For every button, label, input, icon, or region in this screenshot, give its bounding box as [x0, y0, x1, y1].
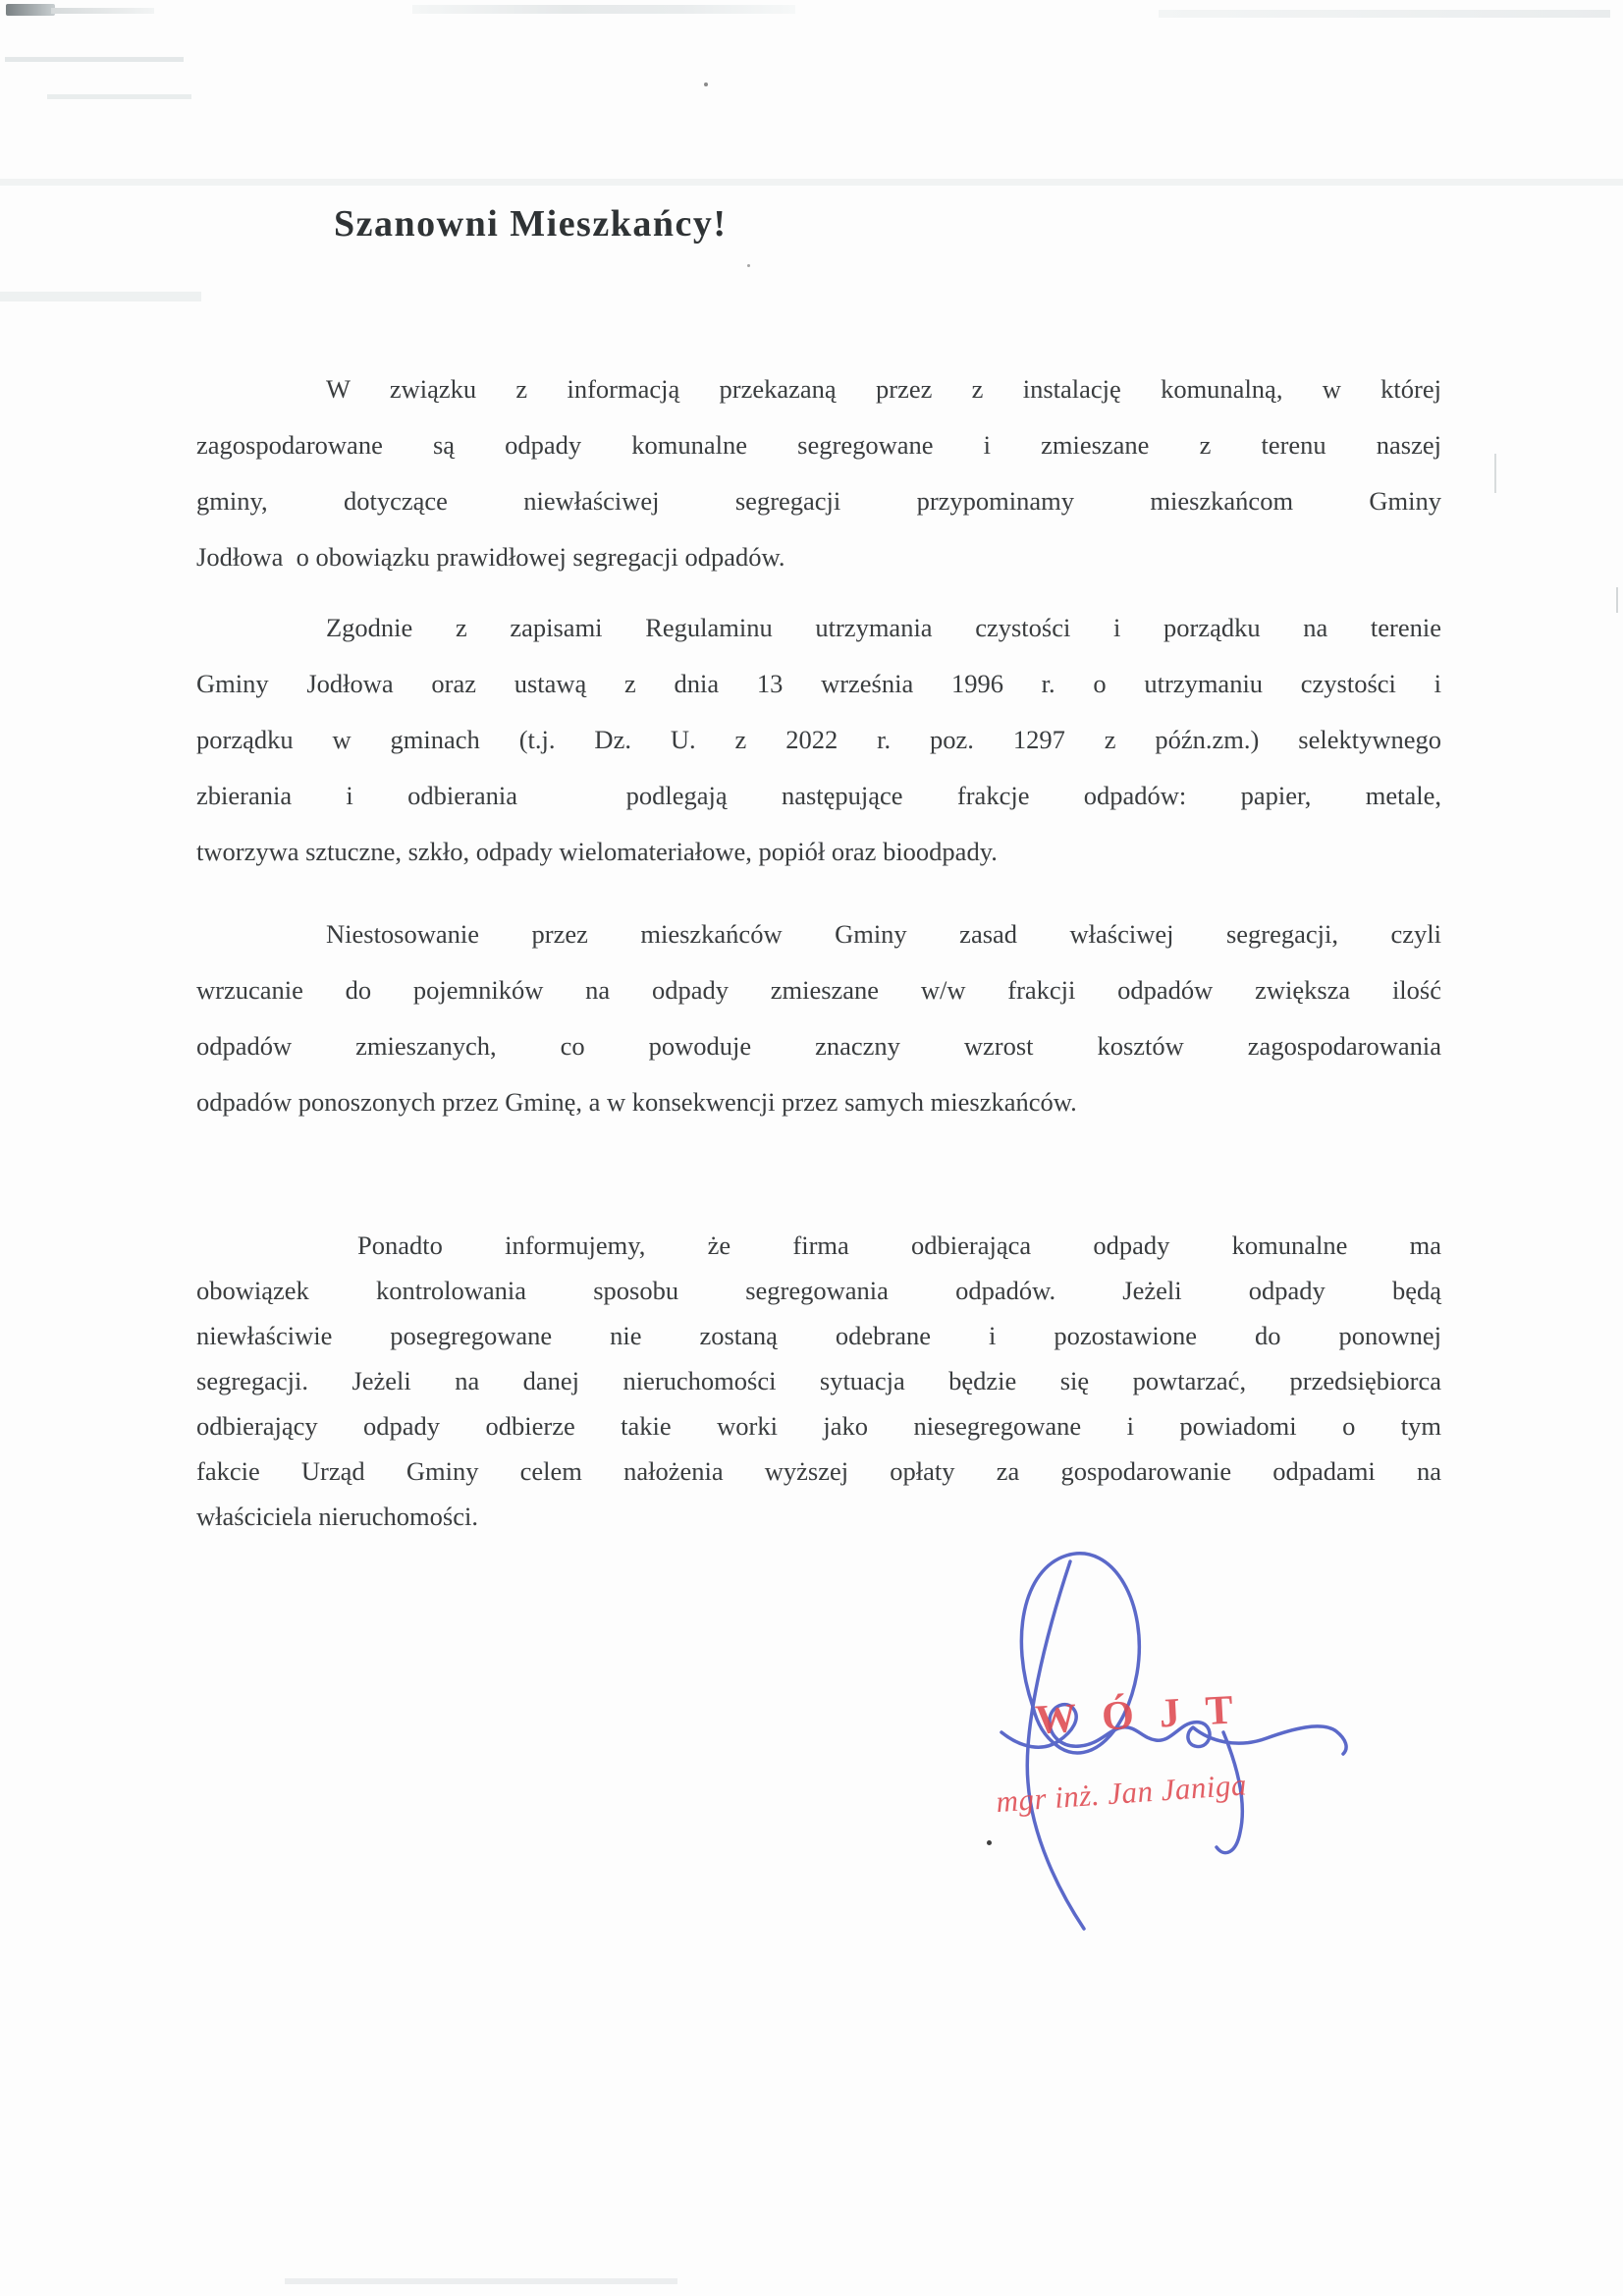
stamp-title: WÓJT	[1034, 1686, 1260, 1744]
scan-artifact	[6, 4, 55, 16]
paragraph	[196, 600, 1441, 880]
text-line: Jodłowa o obowiązku prawidłowej segregacji odpadów.	[196, 542, 785, 572]
paragraph	[196, 1223, 1441, 1539]
text-line: obowiązek kontrolowania sposobu segregowania odpadów. Jeżeli odpady będą	[196, 1276, 1441, 1305]
text-line: właściciela nieruchomości.	[196, 1502, 478, 1531]
scan-artifact	[412, 5, 795, 14]
text-line: Zgodnie z zapisami Regulaminu utrzymania czystości i porządku na terenie	[326, 613, 1441, 642]
scan-artifact	[0, 179, 1623, 186]
scan-artifact	[0, 292, 201, 301]
letter-body	[196, 361, 1441, 1539]
text-line: fakcie Urząd Gminy celem nałożenia wyższej opłaty za gospodarowanie odpadami na	[196, 1456, 1441, 1486]
text-line: gminy, dotyczące niewłaściwej segregacji przypominamy mieszkańcom Gminy	[196, 486, 1441, 516]
scan-artifact	[51, 8, 154, 14]
scan-artifact	[1159, 10, 1610, 18]
scan-artifact	[1494, 454, 1496, 493]
mayor-stamp	[991, 1683, 1311, 1818]
text-line: zbierania i odbierania podlegają następujące frakcje odpadów: papier, metale,	[196, 781, 1441, 810]
text-line: tworzywa sztuczne, szkło, odpady wielomateriałowe, popiół oraz bioodpady.	[196, 837, 998, 866]
text-line: porządku w gminach (t.j. Dz. U. z 2022 r. poz. 1297 z późn.zm.) selektywnego	[196, 725, 1441, 754]
signature-block	[913, 1512, 1424, 1984]
text-line: zagospodarowane są odpady komunalne segregowane i zmieszane z terenu naszej	[196, 430, 1441, 460]
text-line: W związku z informacją przekazaną przez z instalację komunalną, w której	[326, 374, 1441, 404]
text-line: wrzucanie do pojemników na odpady zmieszane w/w frakcji odpadów zwiększa ilość	[196, 975, 1441, 1005]
text-line: odbierający odpady odbierze takie worki jako niesegregowane i powiadomi o tym	[196, 1411, 1441, 1441]
text-line: Niestosowanie przez mieszkańców Gminy zasad właściwej segregacji, czyli	[326, 919, 1441, 949]
scan-artifact	[704, 82, 708, 86]
paragraph	[196, 906, 1441, 1130]
text-line: segregacji. Jeżeli na danej nieruchomości sytuacja będzie się powtarzać, przedsiębiorca	[196, 1366, 1441, 1395]
text-line: Gminy Jodłowa oraz ustawą z dnia 13 września 1996 r. o utrzymaniu czystości i	[196, 669, 1441, 698]
text-line: odpadów zmieszanych, co powoduje znaczny wzrost kosztów zagospodarowania	[196, 1031, 1441, 1061]
scan-artifact	[5, 57, 184, 62]
scan-artifact	[1616, 587, 1618, 613]
scan-artifact	[47, 94, 191, 99]
stamp-name: mgr inż. Jan Janiga	[995, 1767, 1248, 1820]
text-line: niewłaściwie posegregowane nie zostaną odebrane i pozostawione do ponownej	[196, 1321, 1441, 1350]
text-line: odpadów ponoszonych przez Gminę, a w konsekwencji przez samych mieszkańców.	[196, 1087, 1077, 1117]
scan-artifact	[747, 264, 750, 267]
paragraph	[196, 361, 1441, 585]
scan-artifact	[285, 2278, 677, 2284]
letter-salutation: Szanowni Mieszkańcy!	[334, 203, 728, 245]
text-line: Ponadto informujemy, że firma odbierająca odpady komunalne ma	[357, 1230, 1441, 1260]
